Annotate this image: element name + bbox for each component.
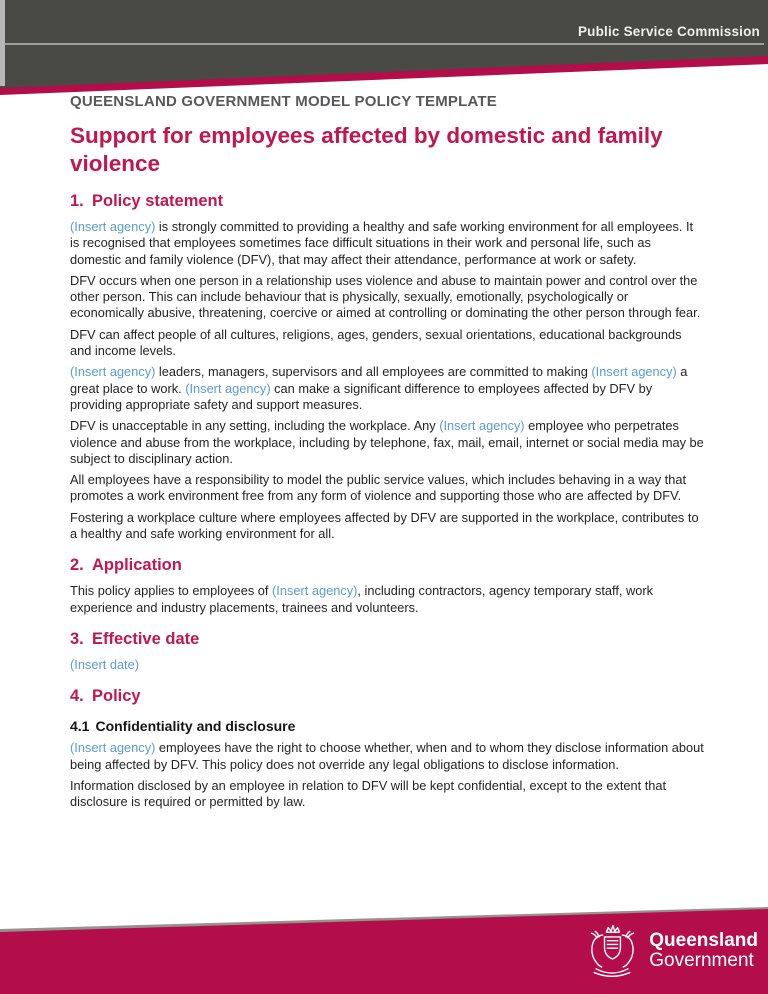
doc-template-label: QUEENSLAND GOVERNMENT MODEL POLICY TEMPLATE [70,93,497,110]
section-number: 4. [70,687,84,706]
page-header [0,0,768,100]
document-content [70,93,704,815]
policy-section [70,192,704,542]
paragraph-text: is strongly committed to providing a healthy and safe working environment for all employees. It is recognised that employees sometimes face difficult situations in their work and personal life, such as domestic and family violence (DFV), that may affect their attendance, performance at work or safety. [70,219,694,267]
header-divider-line [4,43,764,45]
queensland-government-logo [582,920,758,982]
paragraph-text: DFV occurs when one person in a relationship uses violence and abuse to maintain power and control over the other person. This can include behaviour that is physically, sexually, emotionally, psychologically or economically abusive, threatening, coercive or aimed at controlling or dominating the other person through fear. [70,272,701,321]
body-paragraph [70,510,704,543]
section-heading-label: Application [92,556,182,575]
paragraph-text: employee who perpetrates violence and abuse from the workplace, including by telephone, fax, mail, email, internet or social media may be subject to disciplinary action. [70,418,704,466]
insert-placeholder: (Insert agency) [70,364,156,380]
policy-section [70,556,704,616]
body-paragraph [70,583,704,616]
subsection-heading-label: Confidentiality and disclosure [95,718,296,735]
paragraph-text: can make a significant difference to employees affected by DFV by providing appropriate safety and support measures. [70,380,653,412]
page-footer [0,900,768,994]
insert-placeholder: (Insert agency) [70,219,156,234]
paragraph-text: DFV is unacceptable in any setting, including the workplace. Any [70,418,440,434]
page-edge-sliver [0,0,5,86]
body-paragraph [70,657,704,673]
paragraph-text: Fostering a workplace culture where employees affected by DFV are supported in the workplace, contributes to a healthy and safe working environment for all. [70,509,699,542]
section-heading [70,630,704,649]
policy-section [70,630,704,673]
section-heading-label: Policy [92,687,141,706]
body-paragraph [70,364,704,413]
section-number: 3. [70,629,84,648]
body-paragraph [70,219,704,268]
section-heading [70,556,704,575]
body-paragraph [70,472,704,505]
logo-wordmark [649,931,758,971]
insert-placeholder: (Insert agency) [591,364,677,380]
paragraph-text: , including contractors, agency temporary staff, work experience and industry placements, trainees and volunteers. [70,583,654,615]
section-number: 2. [70,556,84,575]
insert-placeholder: (Insert agency) [185,380,271,396]
logo-word-queensland: Queensland [649,930,758,951]
section-heading-label: Policy statement [92,192,224,210]
section-heading [70,687,704,706]
queensland-coat-of-arms-icon [582,920,642,982]
insert-placeholder: (Insert date) [70,656,139,672]
subsection-number: 4.1 [70,718,90,735]
insert-placeholder: (Insert agency) [439,418,525,434]
body-paragraph [70,418,704,467]
subsection-heading [70,718,704,734]
body-paragraph [70,778,704,811]
body-paragraph [70,273,704,322]
document-body [70,192,704,810]
logo-word-government: Government [649,950,754,971]
section-heading [70,192,704,211]
paragraph-text: a great place to work. [70,364,688,396]
paragraph-text: All employees have a responsibility to model the public service values, which includes behaving in a way that promotes a work environment free from any form of violence and supporting those who are affected by DFV. [70,472,687,504]
paragraph-text: leaders, managers, supervisors and all employees are committed to making [155,364,592,380]
policy-section [70,687,704,810]
paragraph-text: employees have the right to choose whether, when and to whom they disclose information about being affected by DFV. This policy does not override any legal obligations to disclose information. [70,740,704,772]
insert-placeholder: (Insert agency) [70,740,156,756]
insert-placeholder: (Insert agency) [272,583,358,599]
paragraph-text: DFV can affect people of all cultures, religions, ages, genders, sexual orientations, educational backgrounds and income levels. [70,326,682,359]
section-heading-label: Effective date [92,629,200,648]
section-number: 1. [70,192,84,210]
body-paragraph [70,327,704,360]
org-name: Public Service Commission [577,24,760,39]
paragraph-text: Information disclosed by an employee in relation to DFV will be kept confidential, except to the extent that disclosure is required or permitted by law. [70,777,667,810]
body-paragraph [70,740,704,773]
page-title: Support for employees affected by domestic and family violence [70,123,663,176]
paragraph-text: This policy applies to employees of [70,583,273,599]
